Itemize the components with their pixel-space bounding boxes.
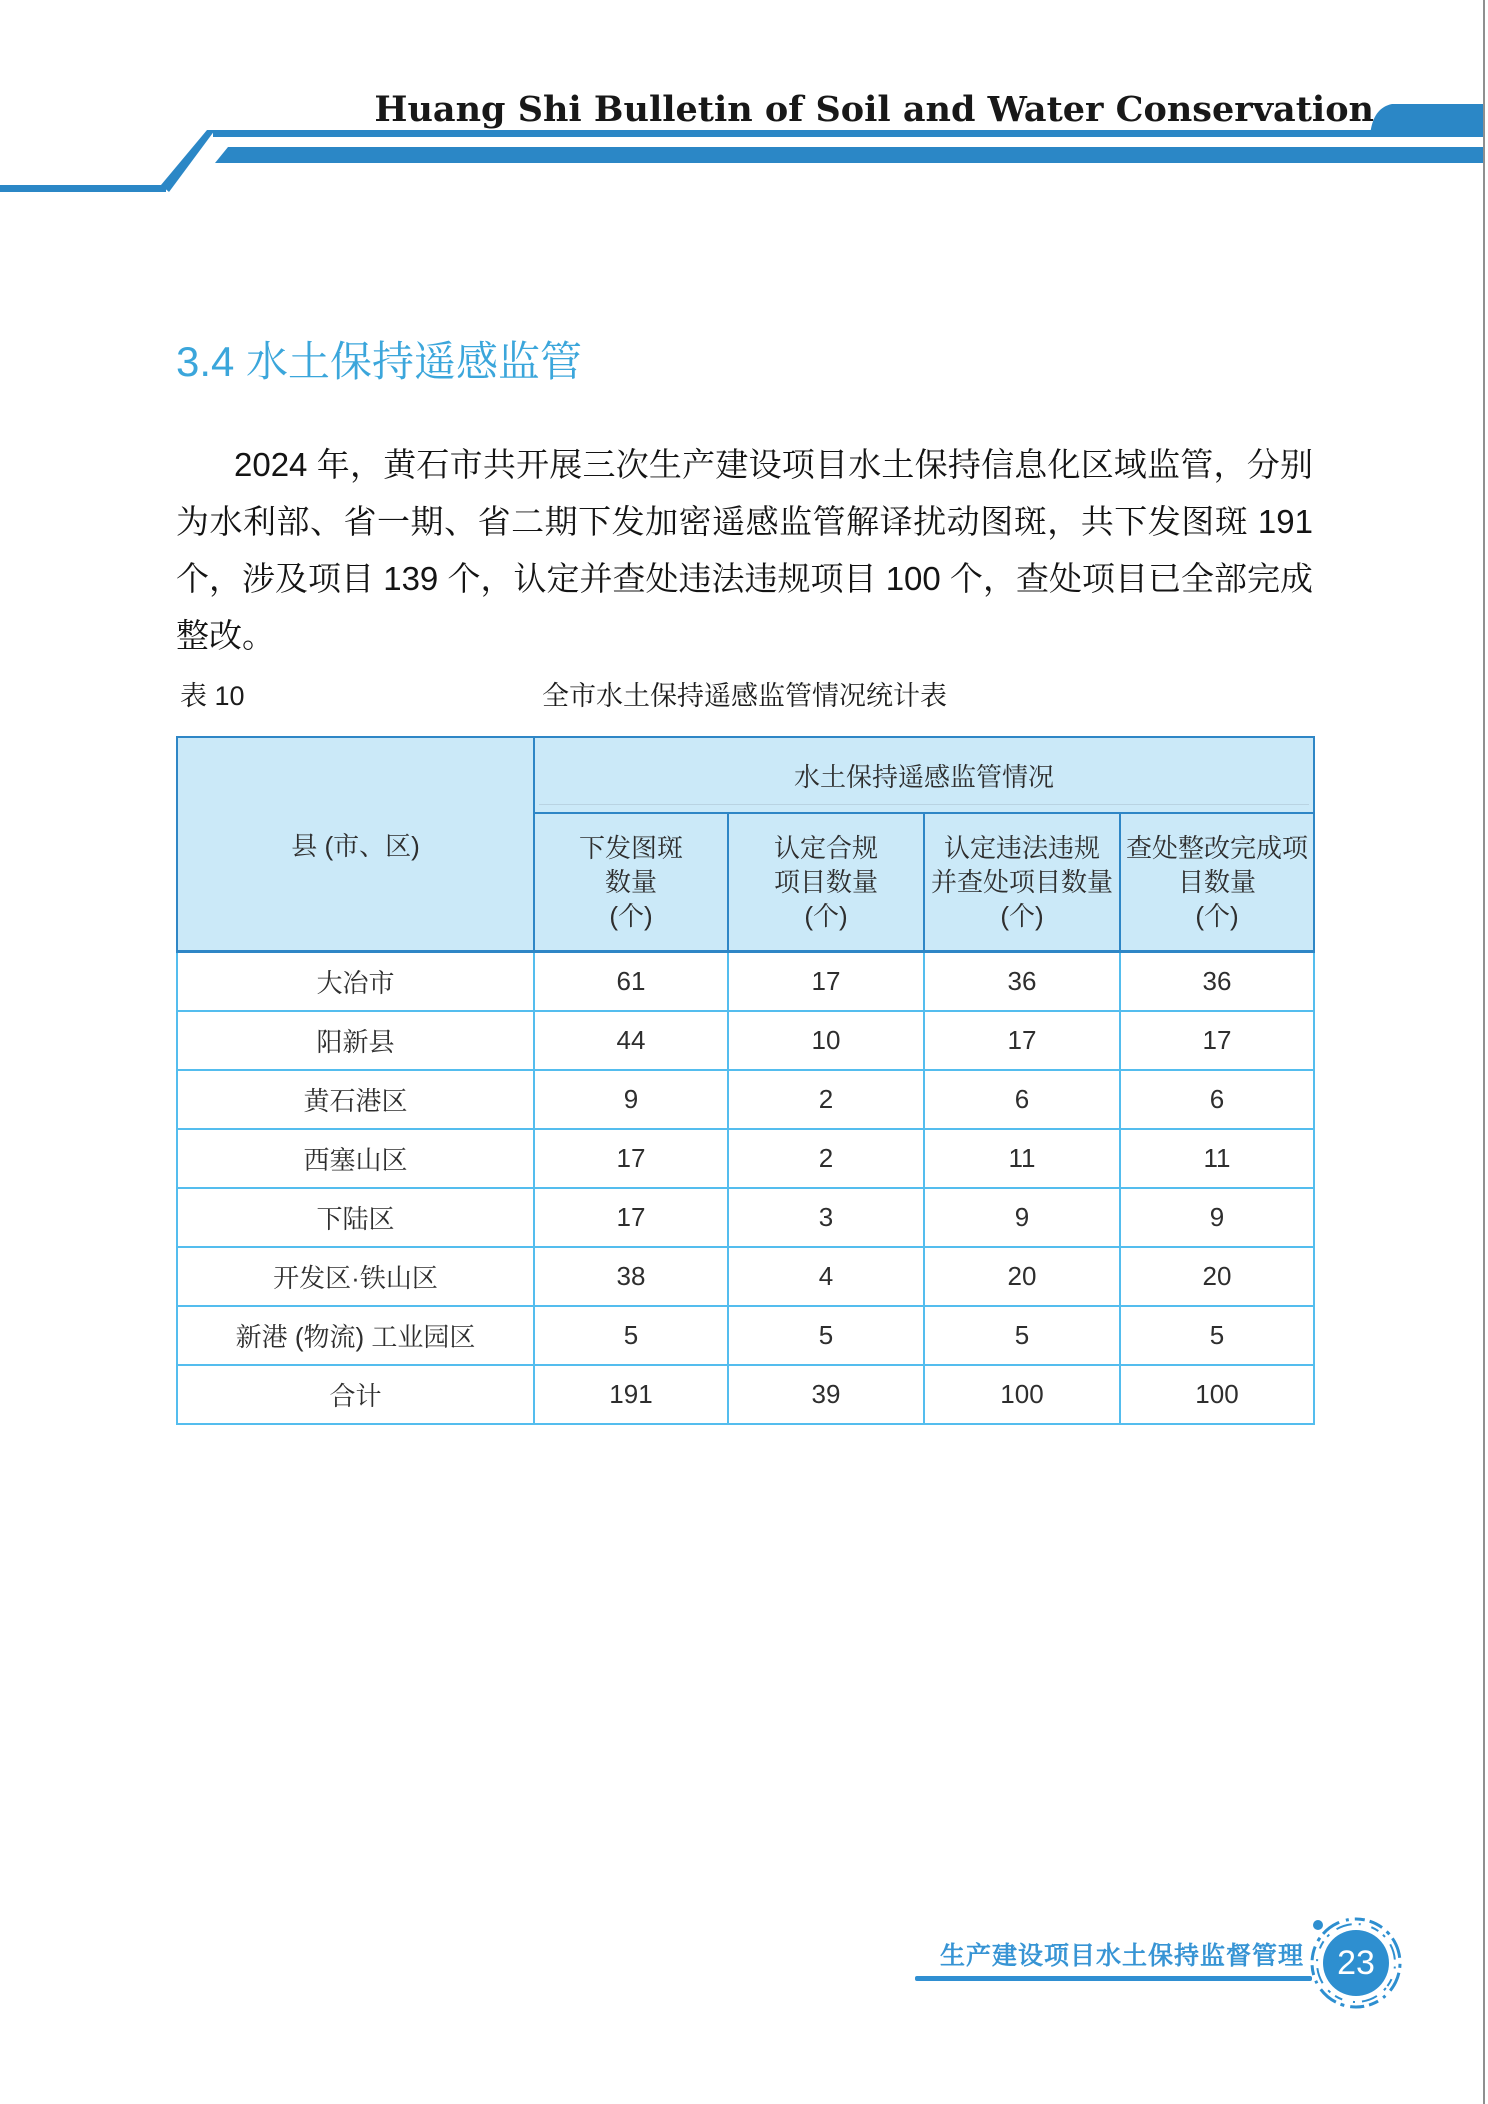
page-number-badge (1308, 1912, 1408, 2016)
row-name-cell: 大冶市 (177, 952, 534, 1012)
subheader-cell (924, 813, 1120, 952)
group-header-cell (534, 737, 1314, 813)
value-cell: 5 (924, 1306, 1120, 1365)
page-number: 23 (1323, 1930, 1389, 1996)
subheader-line: (个) (804, 901, 848, 931)
section-heading: 3.4 水土保持遥感监管 (176, 338, 583, 385)
value-cell: 20 (924, 1247, 1120, 1306)
value-cell: 191 (534, 1365, 728, 1424)
value-cell: 61 (534, 952, 728, 1012)
row-name-cell: 黄石港区 (177, 1070, 534, 1129)
row-name-cell: 下陆区 (177, 1188, 534, 1247)
value-cell: 36 (924, 952, 1120, 1012)
value-cell: 11 (924, 1129, 1120, 1188)
group-header-label: 水土保持遥感监管情况 (793, 761, 1054, 792)
value-cell: 5 (728, 1306, 924, 1365)
value-cell: 39 (728, 1365, 924, 1424)
body-paragraph: 2024 年，黄石市共开展三次生产建设项目水土保持信息化区域监管，分别为水利部、省一期、省二期下发加密遥感监管解译扰动图斑，共下发图斑 191 个，涉及项目 139 个，认定并查处违法违规项目 100 个，查处项目已全部完成整改。 (176, 446, 1313, 654)
value-cell: 10 (728, 1011, 924, 1070)
row-name-cell: 合计 (177, 1365, 534, 1424)
table-row (177, 1247, 1314, 1306)
value-cell: 2 (728, 1070, 924, 1129)
value-cell: 9 (1120, 1188, 1314, 1247)
value-cell: 17 (534, 1188, 728, 1247)
table-row (177, 1188, 1314, 1247)
value-cell: 17 (1120, 1011, 1314, 1070)
value-cell: 5 (1120, 1306, 1314, 1365)
value-cell: 17 (534, 1129, 728, 1188)
value-cell: 17 (728, 952, 924, 1012)
row-name-cell: 开发区·铁山区 (177, 1247, 534, 1306)
subheader-line: 认定合规 (773, 833, 878, 863)
subheader-line: 项目数量 (773, 867, 878, 897)
table-row (177, 1011, 1314, 1070)
subheader-line: 数量 (604, 867, 657, 897)
value-cell: 5 (534, 1306, 728, 1365)
value-cell: 6 (1120, 1070, 1314, 1129)
table-row (177, 1070, 1314, 1129)
row-name-cell: 新港 (物流) 工业园区 (177, 1306, 534, 1365)
value-cell: 11 (1120, 1129, 1314, 1188)
value-cell: 100 (1120, 1365, 1314, 1424)
value-cell: 38 (534, 1247, 728, 1306)
subheader-cell (534, 813, 728, 952)
masthead-title: Huang Shi Bulletin of Soil and Water Conservation (374, 89, 1374, 130)
value-cell: 44 (534, 1011, 728, 1070)
value-cell: 2 (728, 1129, 924, 1188)
footer-rule (915, 1976, 1312, 1981)
table-caption-title: 全市水土保持遥感监管情况统计表 (542, 681, 947, 711)
value-cell: 9 (924, 1188, 1120, 1247)
table-row (177, 952, 1314, 1012)
subheader-line: 下发图斑 (578, 833, 683, 863)
table-row (177, 1365, 1314, 1424)
page-edge-line (1483, 0, 1485, 2104)
footer-label: 生产建设项目水土保持监督管理 (940, 1942, 1305, 1970)
table-row (177, 1306, 1314, 1365)
value-cell: 17 (924, 1011, 1120, 1070)
value-cell: 4 (728, 1247, 924, 1306)
table-row (177, 1129, 1314, 1188)
value-cell: 6 (924, 1070, 1120, 1129)
subheader-line: 目数量 (1177, 867, 1256, 897)
corner-header-cell: 县 (市、区) (177, 737, 534, 952)
row-name-cell: 西塞山区 (177, 1129, 534, 1188)
group-header-divider (539, 804, 1309, 805)
table-header-group-row (177, 737, 1314, 813)
subheader-line: (个) (1195, 901, 1239, 931)
value-cell: 36 (1120, 952, 1314, 1012)
subheader-line: (个) (609, 901, 653, 931)
subheader-line: (个) (1000, 901, 1044, 931)
subheader-cell (1120, 813, 1314, 952)
value-cell: 20 (1120, 1247, 1314, 1306)
subheader-cell (728, 813, 924, 952)
subheader-line: 认定违法违规 (943, 833, 1100, 863)
stats-table (176, 736, 1315, 1425)
value-cell: 9 (534, 1070, 728, 1129)
table-caption-label: 表 10 (180, 681, 245, 711)
subheader-line: 查处整改完成项 (1125, 833, 1308, 863)
subheader-line: 并查处项目数量 (930, 867, 1113, 897)
value-cell: 3 (728, 1188, 924, 1247)
row-name-cell: 阳新县 (177, 1011, 534, 1070)
value-cell: 100 (924, 1365, 1120, 1424)
